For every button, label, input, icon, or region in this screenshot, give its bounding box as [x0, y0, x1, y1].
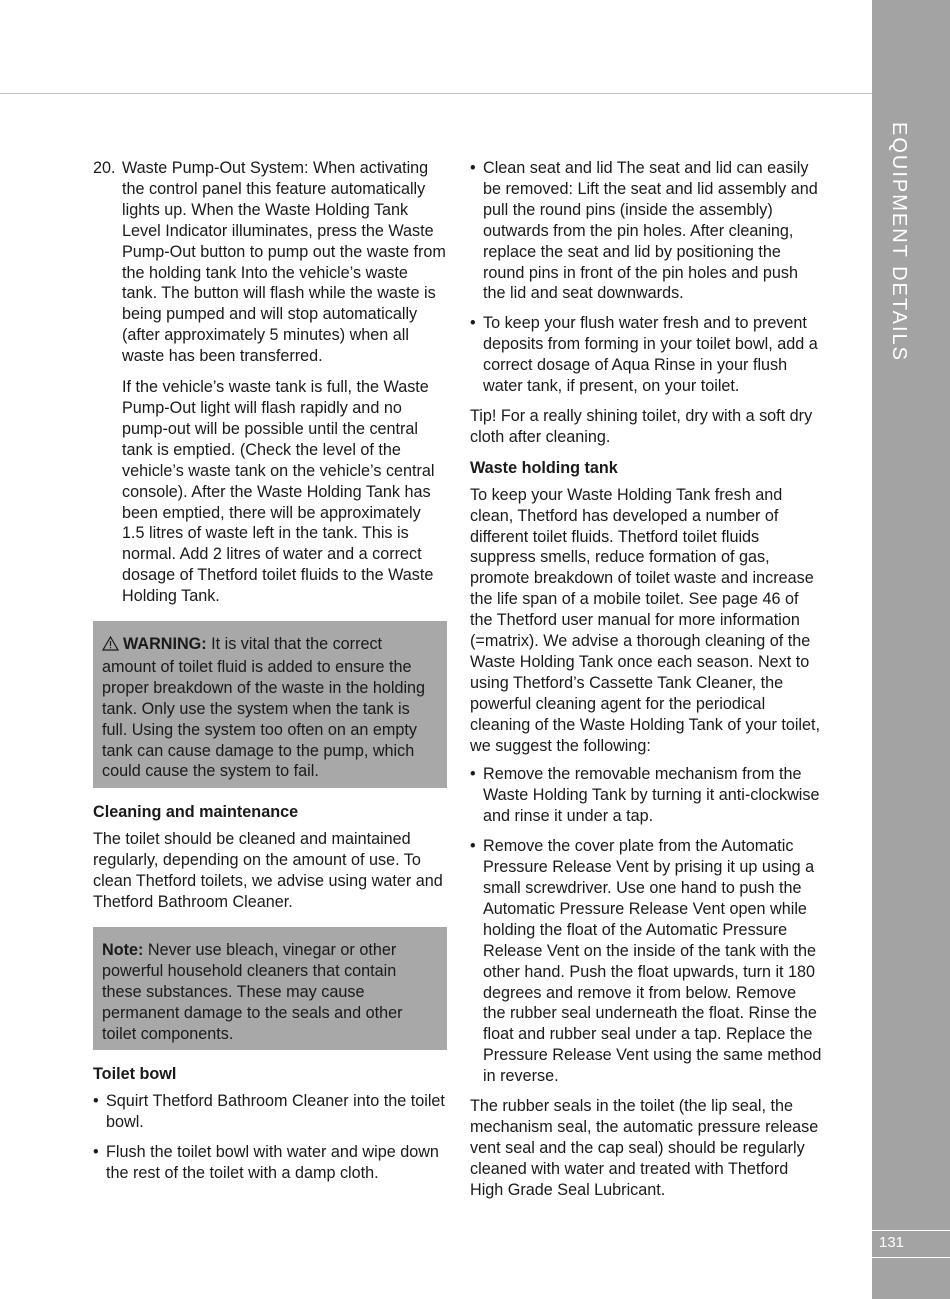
note-paragraph: [102, 940, 438, 1045]
list-item: • To keep your flush water fresh and to prevent deposits from forming in your toilet bowl, add a correct dosage of Aqua Rinse in your flush water tank, if present, on your toilet.: [470, 314, 818, 396]
header-rule: [0, 93, 872, 94]
waste-tank-heading: Waste holding tank: [470, 458, 618, 477]
seat-care-list: [470, 158, 822, 397]
warning-box: [93, 621, 447, 788]
tip-paragraph: Tip! For a really shining toilet, dry with a soft dry cloth after cleaning.: [470, 406, 813, 446]
cleaning-heading: Cleaning and maintenance: [93, 803, 299, 822]
warning-icon: [102, 636, 119, 657]
list-item: • Clean seat and lid The seat and lid can easily be removed: Lift the seat and lid assembly and pull the round pins (inside the assembly) outwards from the pin holes. After cleaning, replace the seat and lid by positioning the round pins in front of the pin holes and push the lid and seat downwards.: [470, 159, 818, 303]
numbered-item-20: [93, 158, 447, 607]
item-body: [122, 158, 447, 607]
warning-label: WARNING:: [123, 635, 207, 654]
section-label: EQUIPMENT DETAILS: [888, 122, 910, 362]
note-box: [93, 927, 447, 1051]
item-number: 20.: [93, 159, 116, 177]
right-column: [470, 158, 822, 1201]
note-label: Note:: [102, 940, 144, 959]
list-item: • Squirt Thetford Bathroom Cleaner into the toilet bowl.: [93, 1092, 445, 1132]
toilet-bowl-heading: Toilet bowl: [93, 1065, 177, 1084]
item-paragraph: If the vehicle’s waste tank is full, the Waste Pump-Out light will flash rapidly and no pump-out will be possible until the central tank is emptied. (Check the level of the vehicle’s waste tank on the vehicle’s central console). After the Waste Holding Tank has been emptied, there will be approximately 1.5 litres of waste left in the tank. This is normal. Add 2 litres of water and a correct dosage of Thetford toilet fluids to the Waste Holding Tank.: [122, 378, 435, 606]
list-item: • Flush the toilet bowl with water and wipe down the rest of the toilet with a damp cloth.: [93, 1143, 439, 1183]
waste-tank-list: [470, 764, 822, 1087]
cleaning-paragraph: The toilet should be cleaned and maintained regularly, depending on the amount of use. To clean Thetford toilets, we advise using water and Thetford Bathroom Cleaner.: [93, 830, 443, 911]
note-text: Never use bleach, vinegar or other powerful household cleaners that contain these substances. These may cause permanent damage to the seals and other toilet components.: [102, 940, 403, 1043]
list-item: • Remove the cover plate from the Automatic Pressure Release Vent by prising it up using a small screwdriver. Use one hand to push the Automatic Pressure Release Vent open while holding the float of the Automatic Pressure Release Vent on the inside of the tank with the other hand. Push the float upwards, turn it 180 degrees and remove it from below. Remove the rubber seal underneath the float. Rinse the float and rubber seal under a tap. Replace the Pressure Release Vent using the same method in reverse.: [470, 837, 822, 1086]
waste-tank-paragraph: To keep your Waste Holding Tank fresh and clean, Thetford has developed a number of different toilet fluids. Thetford toilet fluids suppress smells, reduce formation of gas, promote breakdown of toilet waste and increase the life span of a mobile toilet. See page 46 of the Thetford user manual for more information (=matrix). We advise a thorough cleaning of the Waste Holding Tank once each season. Next to using Thetford’s Cassette Tank Cleaner, the powerful cleaning agent for the periodical cleaning of the Waste Holding Tank of your toilet, we suggest the following:: [470, 485, 821, 755]
page-number: 131: [879, 1234, 905, 1251]
list-item: • Remove the removable mechanism from the Waste Holding Tank by turning it anti-clockwise and rinse it under a tap.: [470, 765, 820, 826]
warning-paragraph: [102, 634, 438, 782]
left-column: [93, 158, 447, 1193]
item-paragraph: Waste Pump-Out System: When activating the control panel this feature automatically lights up. When the Waste Holding Tank Level Indicator illuminates, press the Waste Pump-Out button to pump out the waste from the holding tank Into the vehicle’s waste tank. The button will flash while the waste is being pumped and will stop automatically (after approximately 5 minutes) when all waste has been transferred.: [122, 159, 446, 366]
toilet-bowl-list: [93, 1091, 447, 1184]
seals-paragraph: The rubber seals in the toilet (the lip seal, the mechanism seal, the automatic pressure release vent seal and the cap seal) should be regularly cleaned with water and treated with Thetford High Grade Seal Lubricant.: [470, 1097, 819, 1199]
warning-text: It is vital that the correct amount of toilet fluid is added to ensure the proper breakdown of the waste in the holding tank. Only use the system when the tank is full. Using the system too often on an empty tank can cause damage to the pump, which could cause the system to fail.: [102, 635, 426, 781]
